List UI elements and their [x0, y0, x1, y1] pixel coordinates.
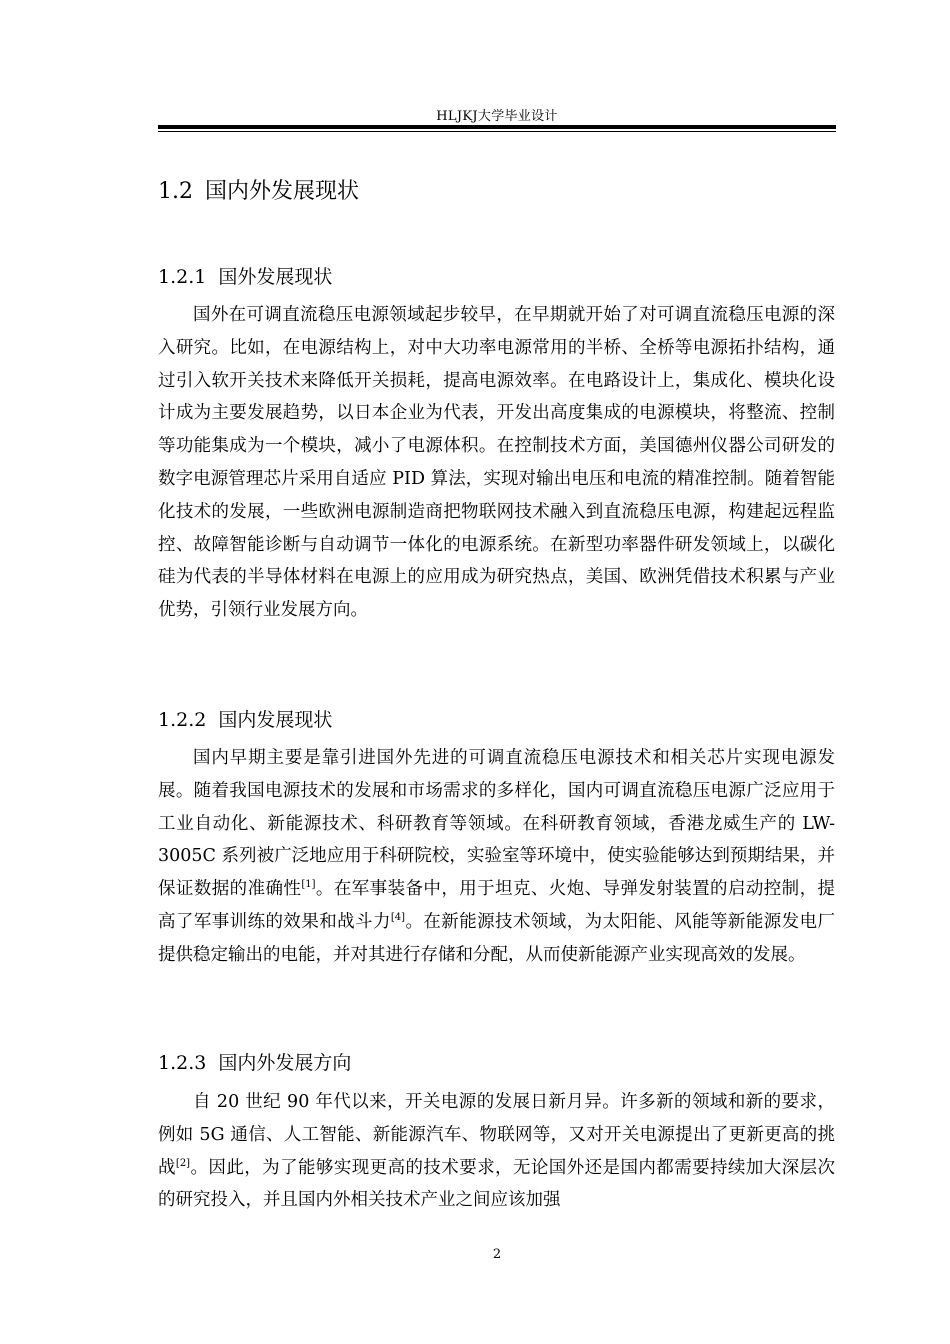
paragraph-text: 。在军事装备中，用于坦克、火炮、导弹发射装置的启动控制，提高了军事训练的效果和战斗力: [158, 879, 836, 932]
subsection-number: 1.2.3: [158, 1052, 207, 1074]
paragraph-text: 国内早期主要是靠引进国外先进的可调直流稳压电源技术和相关芯片实现电源发展。随着我国电源技术的发展和市场需求的多样化，国内可调直流稳压电源广泛应用于工业自动化、新能源技术、科研教育等领域。在科研教育领域，香港龙威生产的 LW-3005C 系列被广泛地应用于科研院校，实验室等环境中，使实验能够达到预期结果，并保证数据的准确性: [158, 748, 835, 900]
subsection-title: 国外发展现状: [218, 266, 333, 288]
section-number: 1.2: [158, 179, 193, 204]
subsection-title: 国内外发展方向: [218, 1052, 352, 1074]
subsection-number: 1.2.2: [158, 709, 207, 731]
section-heading: [158, 174, 359, 205]
paragraph-domestic-status: [158, 742, 835, 972]
paragraph-text: 。在新能源技术领域，为太阳能、风能等新能源发电厂提供稳定输出的电能，并对其进行存储和分配，从而使新能源产业实现高效的发展。: [158, 911, 836, 965]
subsection-title: 国内发展现状: [218, 709, 333, 731]
paragraph-text: 。因此，为了能够实现更高的技术要求，无论国外还是国内都需要持续加大深层次的研究投入，并且国内外相关技术产业之间应该加强: [158, 1157, 836, 1211]
subsection-number: 1.2.1: [158, 266, 207, 288]
paragraph-foreign-status: 国外在可调直流稳压电源领域起步较早，在早期就开始了对可调直流稳压电源的深入研究。比如，在电源结构上，对中大功率电源常用的半桥、全桥等电源拓扑结构，通过引入软开关技术来降低开关损耗，提高电源效率。在电路设计上，集成化、模块化设计成为主要发展趋势，以日本企业为代表，开发出高度集成的电源模块，将整流、控制等功能集成为一个模块，减小了电源体积。在控制技术方面，美国德州仪器公司研发的数字电源管理芯片采用自适应 PID 算法，实现对输出电压和电流的精准控制。随着智能化技术的发展，一些欧洲电源制造商把物联网技术融入到直流稳压电源，构建起远程监控、故障智能诊断与自动调节一体化的电源系统。在新型功率器件研发领域上，以碳化硅为代表的半导体材料在电源上的应用成为研究热点，美国、欧洲凭借技术积累与产业优势，引领行业发展方向。: [158, 305, 835, 621]
running-header: HLJKJ大学毕业设计: [436, 109, 558, 124]
citation[interactable]: [2]: [175, 1157, 191, 1169]
citation[interactable]: [4]: [390, 911, 406, 923]
citation[interactable]: [1]: [301, 879, 316, 891]
paragraph-development-direction: [158, 1086, 835, 1217]
subsection-heading-2: [158, 705, 332, 732]
section-title: 国内外发展现状: [205, 179, 360, 204]
header-rule-thin: [158, 131, 836, 132]
paragraph-text: 自 20 世纪 90 年代以来，开关电源的发展日新月异。许多新的领域和新的要求，例如 5G 通信、人工智能、新能源汽车、物联网等，又对开关电源提出了更新更高的挑战: [158, 1092, 835, 1178]
subsection-heading-3: [158, 1048, 351, 1075]
subsection-heading-1: [158, 262, 332, 289]
header-rule-thick: [158, 125, 836, 129]
page-number: 2: [492, 1247, 502, 1262]
